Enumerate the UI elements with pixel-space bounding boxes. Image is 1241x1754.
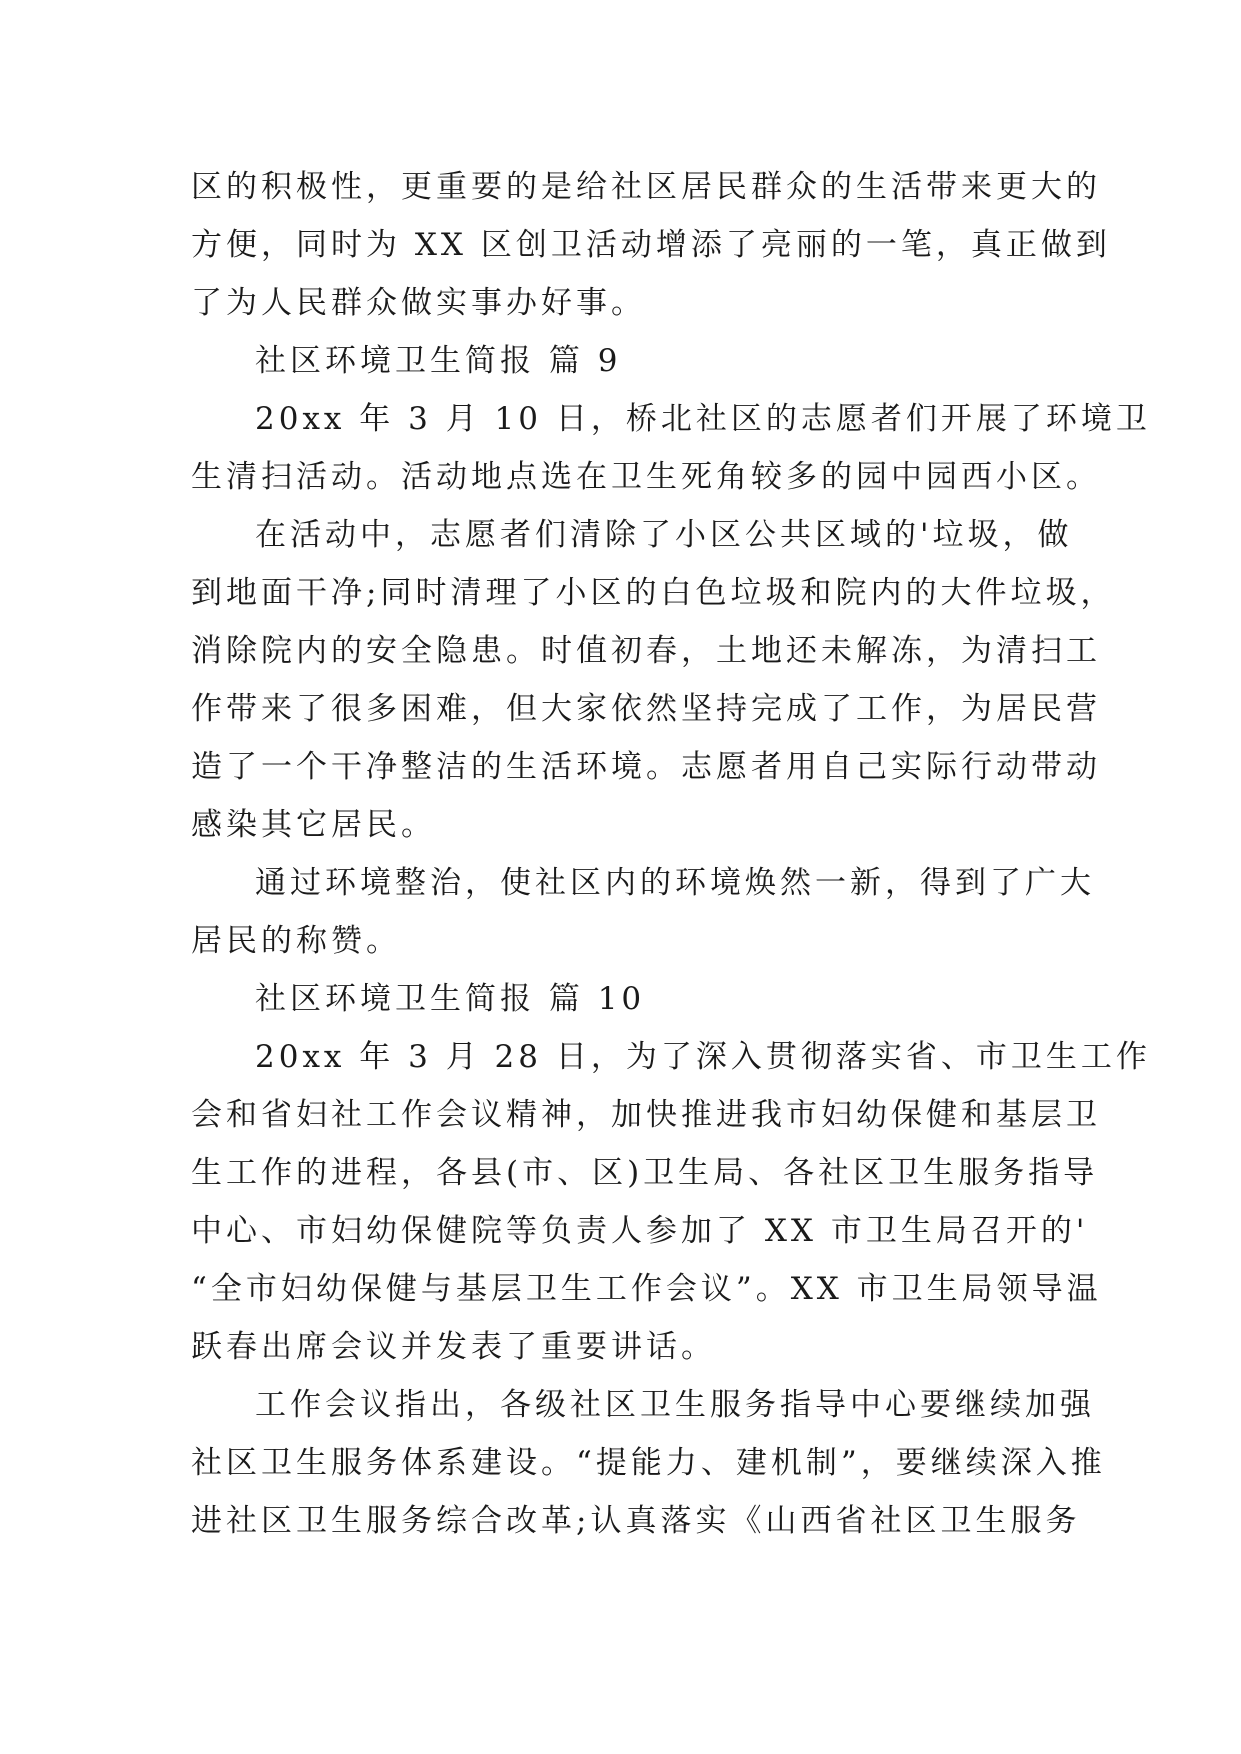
text-line: 工作会议指出，各级社区卫生服务指导中心要继续加强 — [255, 1387, 1095, 1423]
text-line: 跃春出席会议并发表了重要讲话。 — [191, 1329, 716, 1365]
text-line: 通过环境整治，使社区内的环境焕然一新，得到了广大 — [255, 865, 1095, 901]
text-line: 作带来了很多困难，但大家依然坚持完成了工作，为居民营 — [191, 691, 1101, 727]
text-line: 方便，同时为 XX 区创卫活动增添了亮丽的一笔，真正做到 — [191, 227, 1111, 263]
document-body — [191, 158, 1151, 1550]
text-line: 到地面干净;同时清理了小区的白色垃圾和院内的大件垃圾， — [191, 575, 1116, 611]
text-line: 在活动中，志愿者们清除了小区公共区域的'垃圾，做 — [255, 517, 1073, 553]
text-line: 感染其它居民。 — [191, 807, 436, 843]
text-line: 中心、市妇幼保健院等负责人参加了 XX 市卫生局召开的' — [191, 1213, 1089, 1249]
text-line: 了为人民群众做实事办好事。 — [191, 285, 646, 321]
text-line: 社区环境卫生简报 篇 10 — [255, 981, 646, 1017]
text-line: 造了一个干净整洁的生活环境。志愿者用自己实际行动带动 — [191, 749, 1101, 785]
text-line: 生工作的进程，各县(市、区)卫生局、各社区卫生服务指导 — [191, 1155, 1099, 1191]
text-line: 社区环境卫生简报 篇 9 — [255, 343, 622, 379]
text-line: 进社区卫生服务综合改革;认真落实《山西省社区卫生服务 — [191, 1503, 1081, 1539]
text-line: 社区卫生服务体系建设。“提能力、建机制”，要继续深入推 — [191, 1445, 1106, 1481]
text-line: 20xx 年 3 月 28 日，为了深入贯彻落实省、市卫生工作 — [255, 1039, 1151, 1075]
text-line: “全市妇幼保健与基层卫生工作会议”。XX 市卫生局领导温 — [191, 1271, 1102, 1307]
text-line: 消除院内的安全隐患。时值初春，土地还未解冻，为清扫工 — [191, 633, 1101, 669]
text-line: 区的积极性，更重要的是给社区居民群众的生活带来更大的 — [191, 169, 1101, 205]
text-line: 会和省妇社工作会议精神，加快推进我市妇幼保健和基层卫 — [191, 1097, 1101, 1133]
text-line: 居民的称赞。 — [191, 923, 401, 959]
text-line: 20xx 年 3 月 10 日，桥北社区的志愿者们开展了环境卫 — [255, 401, 1151, 437]
text-line: 生清扫活动。活动地点选在卫生死角较多的园中园西小区。 — [191, 459, 1101, 495]
